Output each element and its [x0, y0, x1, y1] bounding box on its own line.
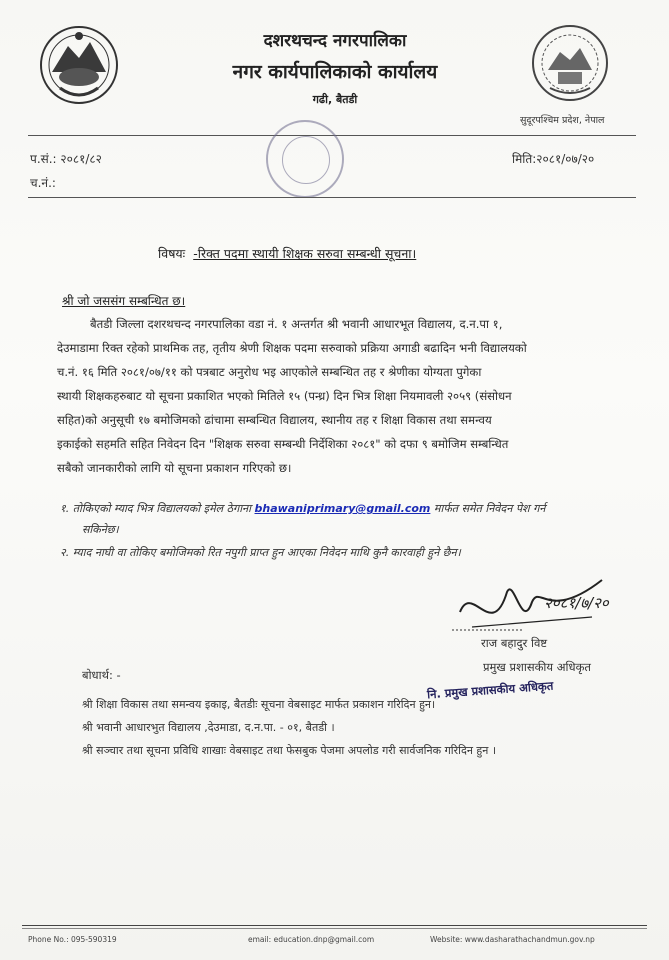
body-line: सहित)को अनुसूची १७ बमोजिमको ढांचामा सम्बन्धित विद्यालय, स्थानीय तह र शिक्षा विकास तथा समन्वय — [57, 413, 492, 427]
note-1-prefix: १. तोकिएको म्याद भित्र विद्यालयको इमेल ठेगाना — [60, 502, 251, 515]
footer-website[interactable]: Website: www.dasharathachandmun.gov.np — [430, 935, 595, 944]
signatory-title: प्रमुख प्रशासकीय अधिकृत — [483, 660, 591, 674]
dispatch-number: च.नं.: — [30, 176, 56, 190]
footer-divider-secondary — [22, 928, 647, 929]
footer-divider — [22, 925, 647, 926]
subject-line — [158, 245, 416, 262]
note-1-suffix: मार्फत समेत निवेदन पेश गर्न — [433, 502, 546, 515]
cc-item: श्री सञ्चार तथा सूचना प्रविधि शाखाः वेबसाइट तथा फेसबुक पेजमा अपलोड गरी सार्वजनिक गरिदिन हुन । — [82, 744, 497, 757]
note-1-continued: सकिनेछ। — [82, 523, 119, 536]
cc-heading: बोधार्थ: - — [82, 668, 121, 682]
note-1 — [60, 501, 545, 516]
letter-number: प.सं.: २०८१/८२ — [30, 152, 102, 166]
office-stamp — [266, 120, 344, 198]
body-line: देउमाडामा रिक्त रहेको प्राथमिक तह, तृतीय श्रेणी शिक्षक पदमा सरुवाको प्रक्रिया अगाडी बढादिन भनी विद्यालयको — [57, 341, 527, 355]
body-line: इकाईको सहमति सहित निवेदन दिन "शिक्षक सरुवा सम्बन्धी निर्देशिका २०८१" को दफा ९ बमोजिम सम्बन्धित — [57, 437, 509, 451]
municipality-name: दशरथचन्द नगरपालिका — [263, 31, 407, 51]
body-line: स्थायी शिक्षकहरुबाट यो सूचना प्रकाशित भएको मितिले १५ (पन्ध्र) दिन भित्र शिक्षा नियमावली २०५९ (संसोधन — [57, 389, 512, 403]
letter-date: मिति:२०८१/०७/२० — [512, 152, 595, 166]
subject-text: -रिक्त पदमा स्थायी शिक्षक सरुवा सम्बन्धी सूचना। — [193, 246, 417, 261]
province-label: सुदूरपश्चिम प्रदेश, नेपाल — [520, 115, 605, 126]
municipality-logo — [530, 22, 610, 104]
body-line: च.नं. १६ मिति २०८१/०७/११ को पत्रबाट अनुरोध भइ आएकोले सम्बन्धित तह र श्रेणीका योग्यता पुगेका — [57, 365, 482, 379]
cc-item: श्री भवानी आधारभुत विद्यालय ,देउमाडा, द.न.पा. - ०१, बैतडी । — [82, 721, 335, 734]
designation-stamp: नि. प्रमुख प्रशासकीय अधिकृत — [426, 678, 554, 702]
body-line: बैतडी जिल्ला दशरथचन्द नगरपालिका वडा नं. १ अन्तर्गत श्री भवानी आधारभूत विद्यालय, द.न.पा १, — [90, 317, 503, 331]
salutation: श्री जो जससंग सम्बन्धित छ। — [62, 294, 186, 308]
signature-date: २०८१/७/२० — [544, 594, 609, 612]
signatory-name: राज बहादुर विष्ट — [481, 636, 548, 650]
cc-item: श्री शिक्षा विकास तथा समन्वय इकाइ, बैतडीः सूचना वेबसाइट मार्फत प्रकाशन गरिदिन हुन। — [82, 698, 436, 711]
office-name: नगर कार्यपालिकाको कार्यालय — [232, 61, 438, 83]
school-email-link[interactable]: bhawaniprimary@gmail.com — [254, 502, 431, 515]
office-location: गढी, बैतडी — [312, 93, 358, 106]
nepal-government-emblem — [38, 22, 120, 108]
reference-divider — [28, 197, 636, 198]
subject-label: विषयः — [158, 246, 186, 261]
footer-email[interactable]: email: education.dnp@gmail.com — [248, 935, 375, 944]
note-2: २. म्याद नाघी वा तोकिए बमोजिमको रित नपुगी प्राप्त हुन आएका निवेदन माथि कुनै कारवाही हुने छैन। — [60, 546, 461, 559]
footer-phone: Phone No.: 095-590319 — [28, 935, 117, 944]
body-line: सबैको जानकारीको लागि यो सूचना प्रकाशन गरिएको छ। — [57, 461, 292, 475]
